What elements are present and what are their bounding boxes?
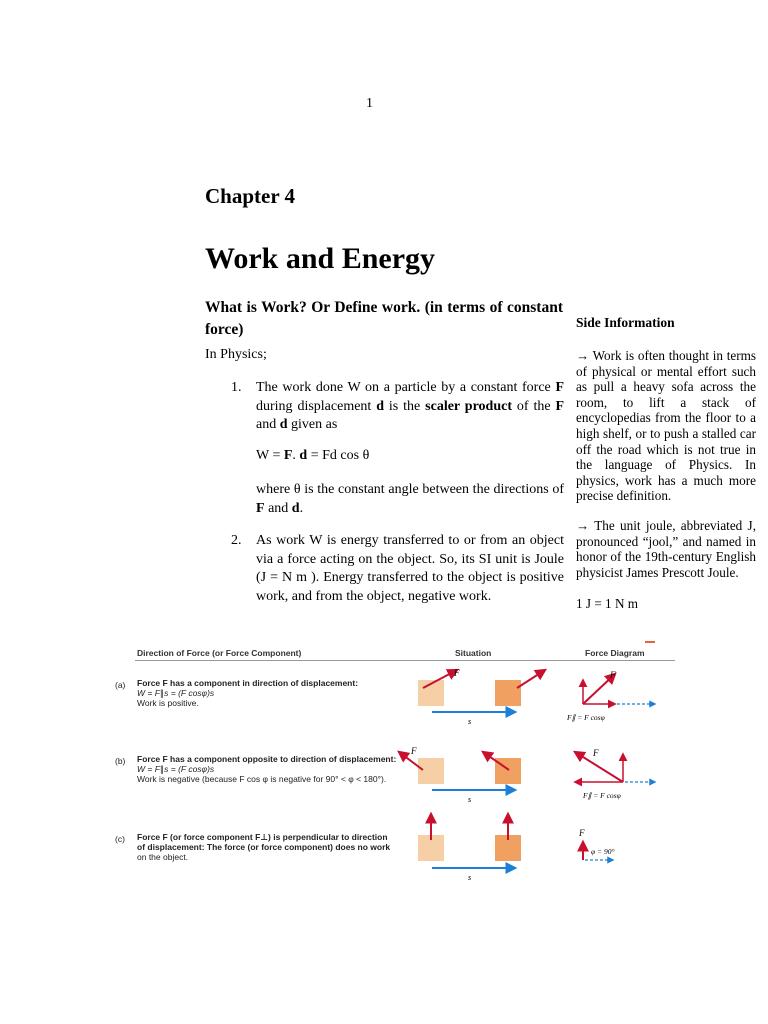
- row-b-diagram-force: [575, 752, 623, 782]
- row-c-diagram-label: φ = 90°: [591, 847, 615, 856]
- row-a-situation: [418, 668, 545, 726]
- row-c-letter: (c): [115, 834, 125, 844]
- side-info-paragraph-2: → The unit joule, abbreviated J, pronounced “jool,” and named in honor of the 19th-century English physicist James Prescott Joule.: [576, 518, 756, 580]
- list-item-2-text: As work W is energy transferred to or from an object via a force acting on the object. So, its SI unit is Joule (J = N m ). Energy transferred to the object is positive work, and from the object, negative work.: [256, 533, 564, 604]
- work-formula: W = F. d = Fd cos θ: [256, 448, 370, 463]
- row-a-s-label: s: [468, 717, 472, 726]
- chapter-label: Chapter 4: [205, 184, 296, 208]
- row-b-diagram-f: F: [593, 748, 599, 758]
- row-b-description: Force F has a component opposite to direction of displacement: W = F∥s = (F cosφ)s Work is negative (because F cos φ is negative for 90° < φ < 180°).: [137, 754, 397, 784]
- work-direction-figure: [105, 640, 675, 890]
- row-b-force-diagram: [575, 748, 655, 800]
- row-b-situation: [399, 746, 521, 804]
- list-number-1: 1.: [231, 380, 242, 395]
- row-a-description: Force F has a component in direction of displacement: W = F∥s = (F cosφ)s Work is positive.: [137, 678, 359, 708]
- row-b-s-label: s: [468, 795, 472, 804]
- section-heading: What is Work? Or Define work. (in terms of constant force): [205, 299, 563, 338]
- list-number-2: 2.: [231, 533, 242, 548]
- page-title: Work and Energy: [205, 242, 436, 275]
- row-a-force-arrow-2: [517, 670, 545, 688]
- row-a-f-label: F: [454, 668, 460, 678]
- row-b-letter: (b): [115, 756, 126, 766]
- row-a-block-end: [495, 680, 521, 706]
- intro-text: In Physics;: [205, 347, 267, 362]
- side-info-paragraph-3: 1 J = 1 N m: [576, 596, 639, 611]
- row-a-force-diagram: [566, 670, 655, 722]
- row-c-description: Force F (or force component F⊥) is perpendicular to direction of displacement: The force (or force component) does no work on the object.: [137, 832, 391, 862]
- figure-drawings: [105, 640, 675, 890]
- row-c-diagram-f: F: [579, 828, 585, 838]
- figure-header-direction: Direction of Force (or Force Component): [137, 648, 302, 658]
- figure-header-force-diagram: Force Diagram: [585, 648, 645, 658]
- side-info-title: Side Information: [576, 315, 675, 330]
- angle-note: where θ is the constant angle between the directions of F and d.: [256, 482, 564, 516]
- row-b-block-start: [418, 758, 444, 784]
- row-a-diagram-label: F∥ = F cosφ: [567, 713, 605, 722]
- row-a-letter: (a): [115, 680, 126, 690]
- row-a-diagram-f: F: [610, 670, 616, 680]
- page-number: 1: [366, 96, 373, 111]
- row-b-f-label: F: [411, 746, 417, 756]
- row-c-force-diagram: [578, 828, 614, 860]
- row-b-diagram-label: F∥ = F cosφ: [583, 791, 621, 800]
- side-info-paragraph-1: → Work is often thought in terms of physical or mental effort such as pull a heavy sofa across the room, to lift a stack of encyclopedias from the floor to a high shelf, or to push a stalled car off the road which is not true in the language of Physics. In physics, work has a much more precise definition.: [576, 348, 756, 504]
- figure-header-situation: Situation: [455, 648, 492, 658]
- row-c-situation: [418, 814, 521, 882]
- list-item-1-text: The work done W on a particle by a constant force F during displacement d is the scaler product of the F and d given as: [256, 380, 565, 432]
- row-c-s-label: s: [468, 873, 472, 882]
